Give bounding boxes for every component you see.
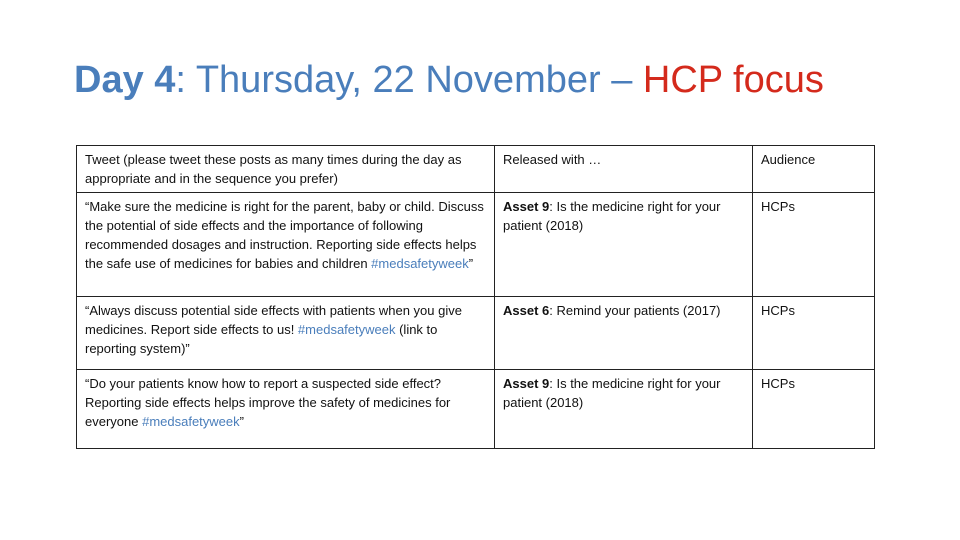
tweet-text: “Do your patients know how to report a suspected side effect? Reporting side effects helps improve the safety of medicines for everyone bbox=[85, 376, 451, 429]
table-row bbox=[77, 297, 875, 370]
tweet-cell bbox=[77, 193, 495, 297]
tweet-cell bbox=[77, 370, 495, 449]
title-focus: HCP focus bbox=[642, 59, 824, 101]
header-audience: Audience bbox=[753, 146, 875, 193]
asset-label: Asset 9 bbox=[503, 376, 550, 391]
tweet-cell bbox=[77, 297, 495, 370]
hashtag-link[interactable]: #medsafetyweek bbox=[142, 414, 240, 429]
tweet-schedule-table bbox=[76, 145, 875, 449]
tweet-text: “Always discuss potential side effects with patients when you give medicines. Report side effects to us! bbox=[85, 303, 462, 337]
audience-cell: HCPs bbox=[753, 193, 875, 297]
table-header-row bbox=[77, 146, 875, 193]
tweet-text-end: ” bbox=[239, 414, 244, 429]
tweet-text-end: ” bbox=[468, 256, 474, 271]
audience-cell: HCPs bbox=[753, 297, 875, 370]
title-day: Day 4 bbox=[74, 59, 176, 101]
tweet-text: “Make sure the medicine is right for the parent, baby or child. Discuss the potential of side effects and the importance of following recommended dosages and instruction. Reporting side effects helps the safe use of medicines for babies and children bbox=[85, 199, 484, 271]
asset-cell bbox=[495, 297, 753, 370]
asset-label: Asset 9 bbox=[503, 199, 550, 214]
table-row bbox=[77, 370, 875, 449]
tweet-text-end: (link to reporting system)” bbox=[85, 322, 438, 356]
asset-text: : Is the medicine right for your patient (2018) bbox=[503, 376, 721, 410]
header-released-with: Released with … bbox=[495, 146, 753, 193]
audience-cell: HCPs bbox=[753, 370, 875, 449]
asset-text: : Remind your patients (2017) bbox=[549, 303, 721, 318]
title-date: : Thursday, 22 November – bbox=[175, 59, 643, 101]
table-row bbox=[77, 193, 875, 297]
hashtag-link[interactable]: #medsafetyweek bbox=[297, 322, 396, 337]
asset-cell bbox=[495, 370, 753, 449]
header-tweet: Tweet (please tweet these posts as many times during the day as appropriate and in the sequence you prefer) bbox=[77, 146, 495, 193]
asset-text: : Is the medicine right for your patient (2018) bbox=[503, 199, 721, 233]
hashtag-link[interactable]: #medsafetyweek bbox=[371, 256, 469, 271]
page-title bbox=[74, 54, 824, 106]
asset-cell bbox=[495, 193, 753, 297]
asset-label: Asset 6 bbox=[503, 303, 550, 318]
